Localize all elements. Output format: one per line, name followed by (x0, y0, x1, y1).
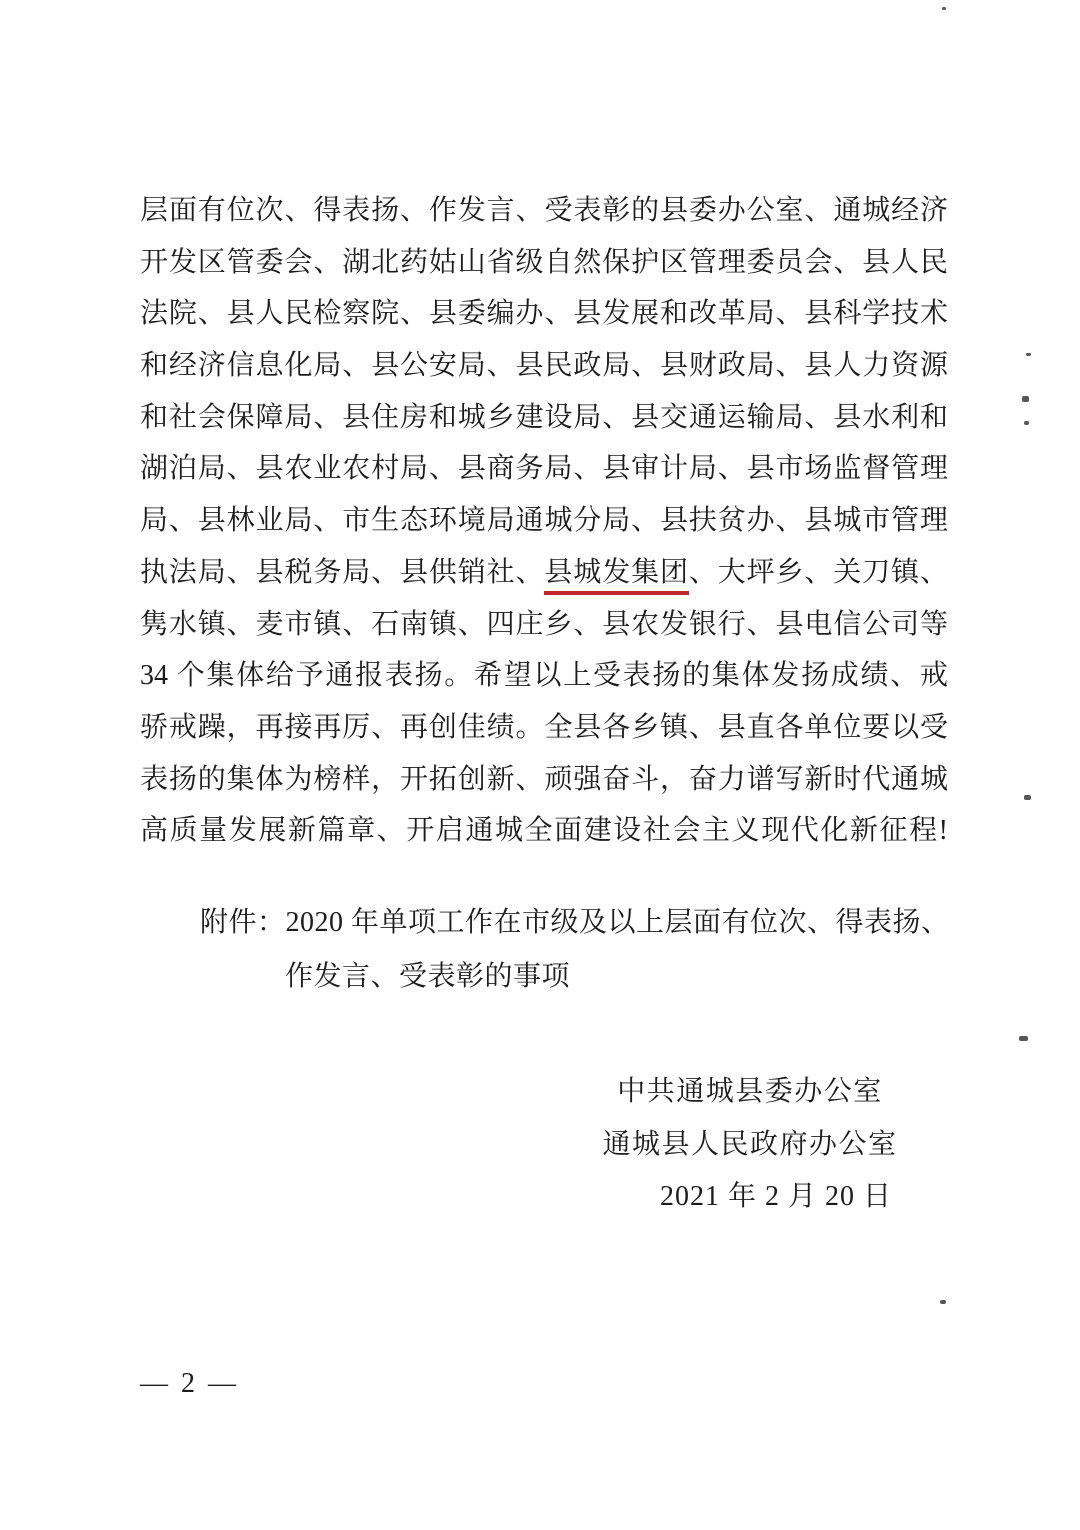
body-line (140, 805, 948, 857)
body-line (140, 340, 948, 392)
body-line (140, 650, 948, 702)
scan-speck (940, 1300, 946, 1304)
scan-speck (1024, 421, 1029, 425)
signature-block (560, 1066, 940, 1224)
body-line (140, 702, 948, 754)
scan-speck (1019, 1036, 1028, 1041)
body-line (140, 237, 948, 289)
signature-org-1: 中共通城县委办公室 (617, 1076, 883, 1107)
scan-speck (1024, 795, 1031, 800)
signature-org-2: 通城县人民政府办公室 (602, 1128, 898, 1160)
body-text-segment: 34 个集体给予通报表扬。希望以上受表扬的集体发扬成绩、戒 (140, 660, 948, 692)
attachment-line-2: 作发言、受表彰的事项 (285, 961, 571, 992)
scan-speck (1022, 396, 1029, 402)
body-paragraph (140, 185, 948, 857)
body-text-segment: 执法局、县税务局、县供销社、 (140, 556, 545, 588)
scan-speck (1026, 353, 1031, 356)
body-line (140, 599, 948, 651)
scan-speck (942, 7, 946, 10)
body-text-segment: 和经济信息化局、县公安局、县民政局、县财政局、县人力资源 (140, 350, 948, 382)
body-line (140, 288, 948, 340)
body-line (140, 392, 948, 444)
attachment-note (200, 896, 950, 1004)
page-number: — 2 — (140, 1368, 239, 1399)
body-text-segment: 法院、县人民检察院、县委编办、县发展和改革局、县科学技术 (140, 298, 948, 330)
body-text-segment: 表扬的集体为榜样，开拓创新、顽强奋斗，奋力谱写新时代通城 (140, 763, 948, 795)
body-line (140, 185, 948, 237)
attachment-line-1: 附件：2020 年单项工作在市级及以上层面有位次、得表扬、 (200, 907, 950, 938)
body-text-segment: 、大坪乡、关刀镇、 (688, 556, 948, 588)
body-line (140, 443, 948, 495)
body-text-segment: 层面有位次、得表扬、作发言、受表彰的县委办公室、通城经济 (140, 195, 948, 226)
body-text-segment: 局、县林业局、市生态环境局通城分局、县扶贫办、县城市管理 (140, 505, 948, 537)
body-text-segment: 和社会保障局、县住房和城乡建设局、县交通运输局、县水利和 (140, 401, 948, 433)
body-line (140, 754, 948, 806)
body-text-segment: 高质量发展新篇章、开启通城全面建设社会主义现代化新征程! (140, 815, 948, 847)
body-line (140, 495, 948, 547)
signature-date: 2021 年 2 月 20 日 (659, 1181, 892, 1212)
body-text-segment: 隽水镇、麦市镇、石南镇、四庄乡、县农发银行、县电信公司等 (140, 608, 948, 640)
body-text-segment: 湖泊局、县农业农村局、县商务局、县审计局、县市场监督管理 (140, 453, 948, 485)
body-line (140, 547, 948, 599)
body-text-segment: 骄戒躁，再接再厉、再创佳绩。全县各乡镇、县直各单位要以受 (140, 711, 948, 743)
body-text-segment: 开发区管委会、湖北药姑山省级自然保护区管理委员会、县人民 (140, 246, 948, 278)
underlined-term: 县城发集团 (544, 557, 688, 595)
